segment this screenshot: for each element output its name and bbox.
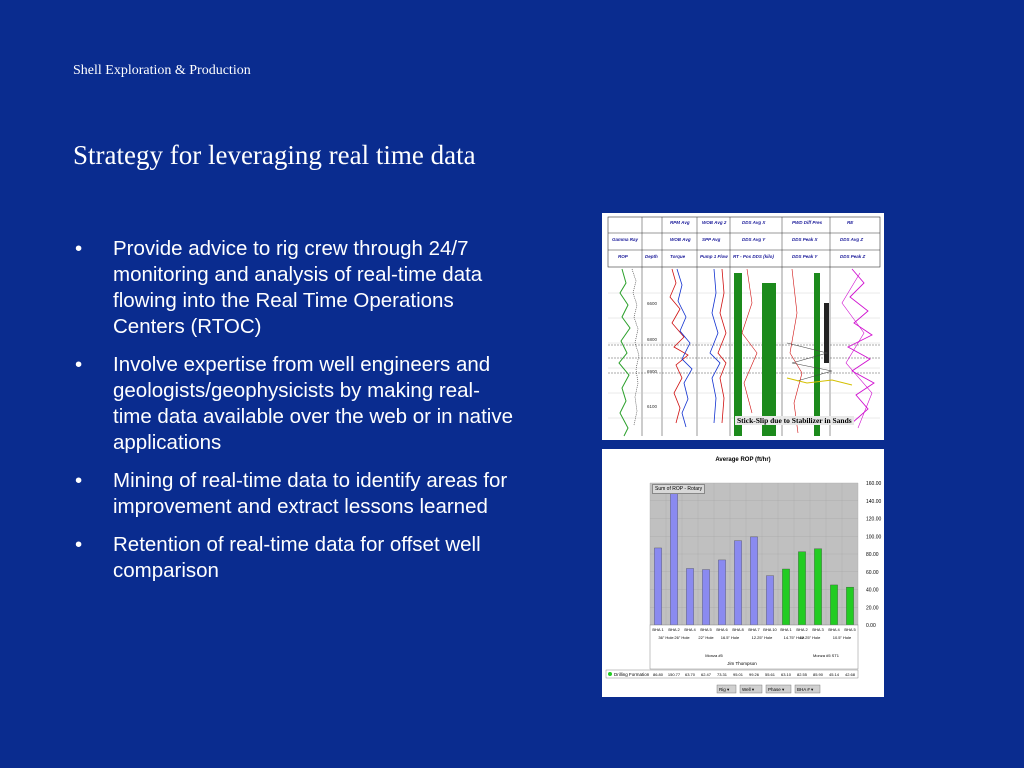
y-tick-label: 60.00 xyxy=(866,569,879,576)
category-label: BHA 4 xyxy=(684,627,696,632)
value-label: 62.47 xyxy=(700,672,712,677)
bar xyxy=(782,569,789,625)
y-tick-label: 80.00 xyxy=(866,552,879,558)
bar xyxy=(750,537,757,625)
log-header: Pump 1 Flow xyxy=(700,254,728,259)
dds-green-fill xyxy=(762,283,776,436)
depth-label: 6100 xyxy=(647,404,658,409)
bullet-item: • Provide advice to rig crew through 24/7 monitoring and analysis of real-time data flowing into the Real Time Operations Centers (RTOC) xyxy=(73,236,513,340)
depth-label: 6900 xyxy=(647,369,658,374)
value-label: 63.10 xyxy=(780,672,792,677)
bar xyxy=(798,552,805,625)
hole-size-label: 26" Hole xyxy=(674,635,690,640)
log-header: RT - Pos DDS (kilo) xyxy=(733,254,774,259)
depth-label: 6800 xyxy=(647,337,658,342)
hole-size-label: 10.5" Hole xyxy=(832,635,852,640)
well-label: Monza #5 ST1 xyxy=(812,653,840,658)
hole-size-label: 12.25" Hole xyxy=(751,635,773,640)
log-header: DDS Avg Y xyxy=(742,237,766,242)
filter-label: Rig ▾ xyxy=(719,687,730,692)
hole-size-label: 16.5" Hole xyxy=(720,635,740,640)
org-name: Shell Exploration & Production xyxy=(73,63,251,78)
bar xyxy=(654,548,661,625)
filter-label: Well ▾ xyxy=(742,687,755,692)
value-label: 95.01 xyxy=(732,672,744,677)
category-label: BHA 2 xyxy=(796,627,808,632)
category-label: BHA 6 xyxy=(716,627,728,632)
value-label: 150.77 xyxy=(667,672,681,677)
hole-size-label: 14.75" Hole xyxy=(783,635,805,640)
value-label: 73.31 xyxy=(716,672,728,677)
bullet-list xyxy=(73,236,513,596)
log-header: DDS Avg Z xyxy=(840,237,864,242)
bar xyxy=(686,568,693,625)
series-name: Drilling Formation xyxy=(614,672,650,677)
filter-label: Phase ▾ xyxy=(768,687,785,692)
bullet-item: • Mining of real-time data to identify areas for improvement and extract lessons learned xyxy=(73,468,513,520)
dds-peak-fill xyxy=(824,303,829,363)
log-header: RPM Avg xyxy=(670,220,690,225)
value-label: 42.68 xyxy=(844,672,856,677)
value-label: 85.90 xyxy=(812,672,824,677)
depth-label: 6600 xyxy=(647,301,658,306)
value-label: 55.61 xyxy=(764,672,776,677)
y-tick-label: 40.00 xyxy=(866,587,879,594)
chart-title: Average ROP (ft/hr) xyxy=(715,457,771,463)
rop-bar-chart xyxy=(602,449,884,697)
value-label: 82.55 xyxy=(796,672,808,677)
bar xyxy=(766,576,773,625)
hole-size-label: 22" Hole xyxy=(698,635,714,640)
bar xyxy=(814,549,821,625)
bar xyxy=(702,570,709,625)
category-label: BHA 7 xyxy=(748,627,760,632)
slide-title: Strategy for leveraging real time data xyxy=(73,140,476,170)
y-tick-label: 160.00 xyxy=(866,481,882,487)
filter-label: BHA # ▾ xyxy=(797,687,814,692)
log-header: PWD Diff Pres xyxy=(792,220,823,225)
y-tick-label: 0.00 xyxy=(866,623,876,629)
category-label: BHA 5 xyxy=(844,627,856,632)
log-header: ROP xyxy=(618,254,628,259)
hole-size-label: 36" Hole xyxy=(658,635,674,640)
log-header: DDS Avg X xyxy=(742,220,766,225)
hole-size-label: 12.25" Hole xyxy=(799,635,821,640)
log-header: DDS Peak Z xyxy=(840,254,866,259)
log-header: DDS Peak X xyxy=(792,237,818,242)
bullet-item: • Retention of real-time data for offset well comparison xyxy=(73,532,513,584)
y-tick-label: 20.00 xyxy=(866,605,879,612)
bar xyxy=(718,560,725,625)
category-label: BHA 10 xyxy=(763,627,777,632)
value-label: 86.80 xyxy=(652,672,664,677)
y-tick-label: 140.00 xyxy=(866,498,882,505)
category-label: BHA 1 xyxy=(652,627,664,632)
dds-peak-fill xyxy=(814,273,820,436)
category-label: BHA 5 xyxy=(700,627,712,632)
well-label: Monza #5 xyxy=(705,653,723,658)
series-legend-icon xyxy=(608,672,612,676)
category-label: BHA 1 xyxy=(780,627,792,632)
log-header: DDS Peak Y xyxy=(792,254,818,259)
log-header: RE xyxy=(847,220,854,225)
bar xyxy=(670,491,677,625)
log-header: WOB Avg xyxy=(670,237,691,242)
log-header: WOB Avg 2 xyxy=(702,220,727,225)
log-header: Torque xyxy=(670,254,686,259)
y-tick-label: 100.00 xyxy=(866,534,882,541)
log-caption: Stick-Slip due to Stabilizer in Sands xyxy=(737,416,852,425)
value-label: 63.70 xyxy=(684,672,696,677)
bullet-item: • Involve expertise from well engineers and geologists/geophysicists by making real-time data available over the web or in native applications xyxy=(73,352,513,456)
well-log-chart xyxy=(602,213,884,440)
value-label: 45.14 xyxy=(828,672,840,677)
chart-legend: Sum of ROP - Rotary xyxy=(652,484,705,494)
category-label: BHA 3 xyxy=(812,627,824,632)
bar xyxy=(830,585,837,625)
log-header: Depth xyxy=(645,254,658,259)
analyst-label: Jim Thompson xyxy=(727,661,757,666)
bar xyxy=(846,587,853,625)
value-label: 99.26 xyxy=(748,672,760,677)
category-label: BHA 8 xyxy=(732,627,744,632)
rop-chart-panel xyxy=(602,449,884,697)
dds-green-fill xyxy=(734,273,742,436)
y-tick-label: 120.00 xyxy=(866,516,882,523)
log-header: SPP Avg xyxy=(702,237,721,242)
category-label: BHA 2 xyxy=(668,627,680,632)
well-log-image xyxy=(602,213,884,440)
category-label: BHA 4 xyxy=(828,627,840,632)
bar xyxy=(734,541,741,625)
log-header: Gamma Ray xyxy=(612,237,639,242)
